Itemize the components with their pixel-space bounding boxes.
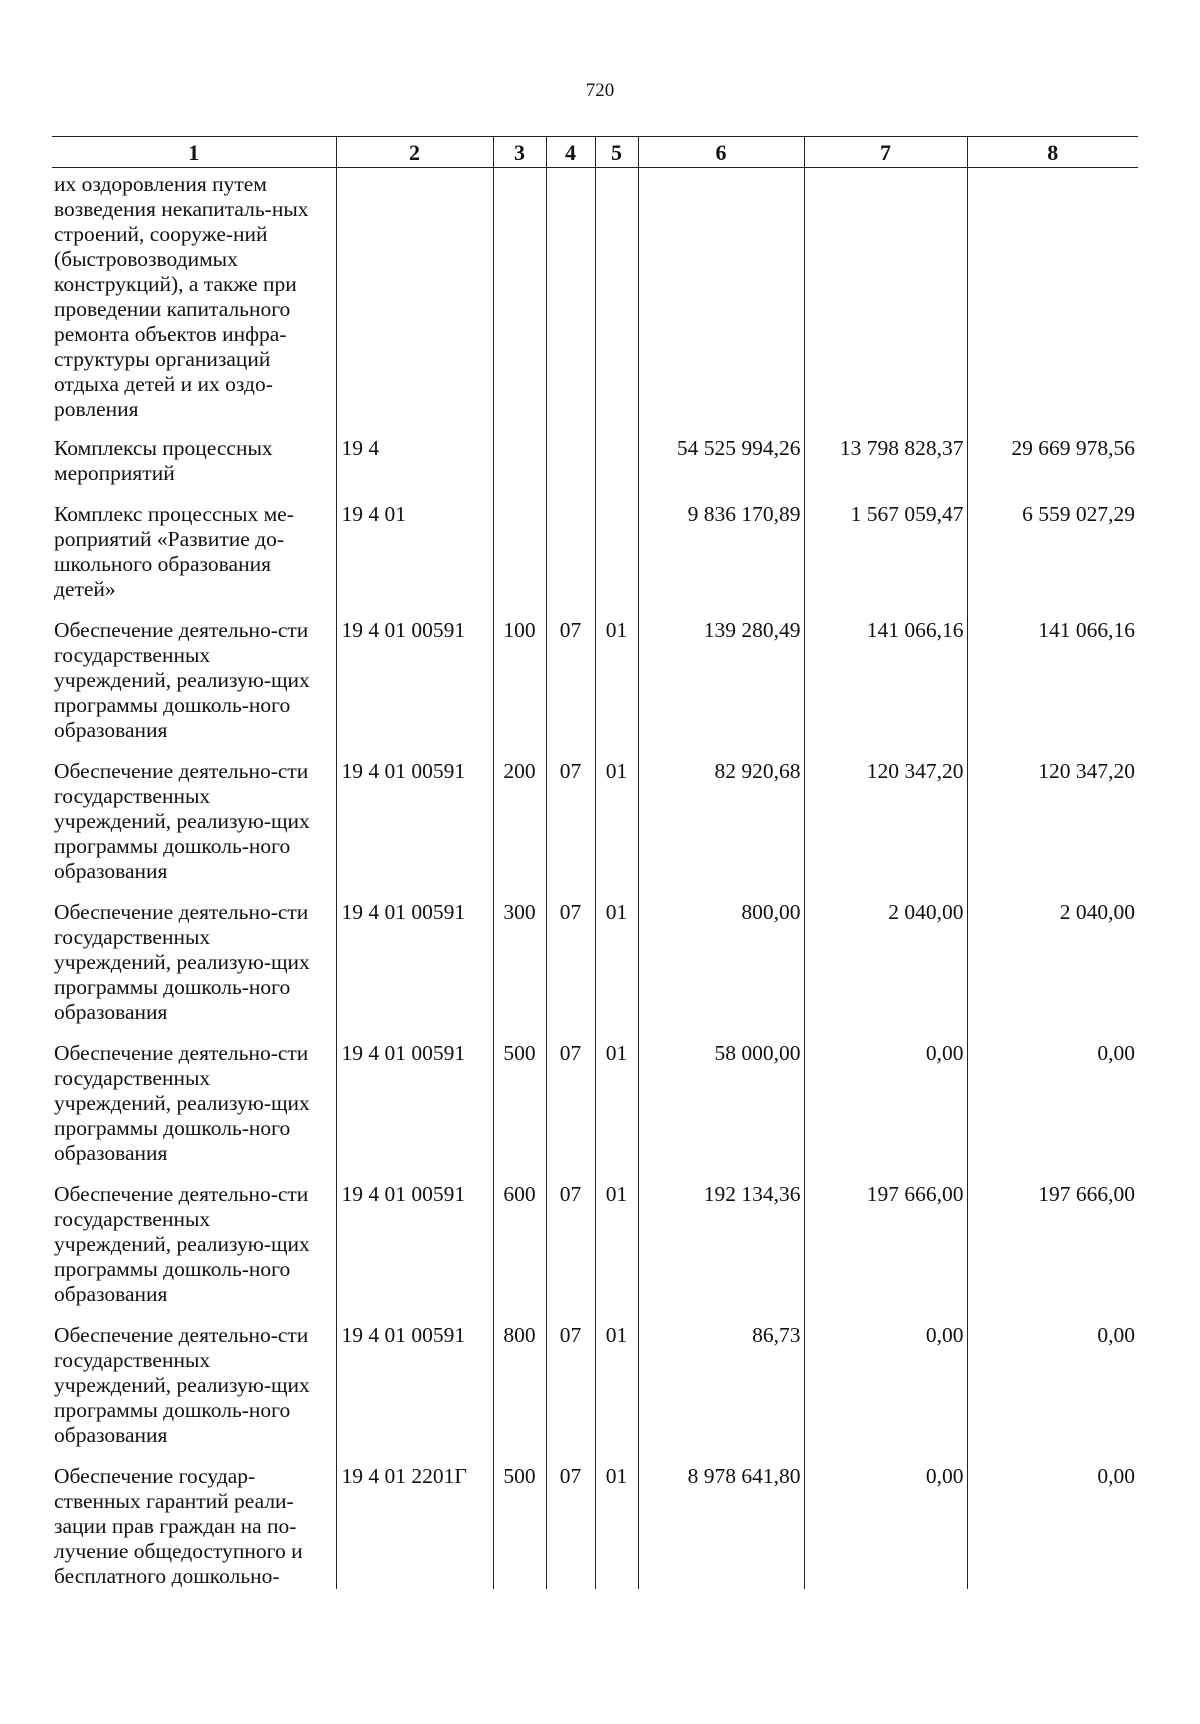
row-value-col8: 141 066,16 [967,618,1138,759]
row-value-col8: 120 347,20 [967,759,1138,900]
row-value-col7: 197 666,00 [804,1182,967,1323]
row-value-col6: 192 134,36 [638,1182,804,1323]
table-row [52,1041,1138,1182]
row-section [546,436,595,502]
row-value-col6: 139 280,49 [638,618,804,759]
row-value-col6: 8 978 641,80 [638,1464,804,1589]
row-code: 19 4 01 00591 [336,759,493,900]
row-subsection: 01 [595,618,638,759]
row-value-col6: 54 525 994,26 [638,436,804,502]
row-value-col8: 0,00 [967,1464,1138,1589]
row-value-col6: 9 836 170,89 [638,502,804,618]
table-row [52,436,1138,502]
row-value-col6: 800,00 [638,900,804,1041]
row-value-col7: 2 040,00 [804,900,967,1041]
row-value-col8: 0,00 [967,1323,1138,1464]
row-value-col6: 86,73 [638,1323,804,1464]
row-subsection: 01 [595,1323,638,1464]
row-value-col8: 197 666,00 [967,1182,1138,1323]
column-header: 4 [546,137,595,168]
row-subsection [595,436,638,502]
column-header: 6 [638,137,804,168]
row-value-col7: 120 347,20 [804,759,967,900]
row-name: Комплекс процессных ме-роприятий «Развитие до-школьного образования детей» [54,502,294,601]
row-name: Обеспечение государ-ственных гарантий реали-зации прав граждан на по-лучение общедоступного и бесплатного дошкольно- [54,1464,303,1588]
row-section: 07 [546,618,595,759]
row-type-code [493,168,546,437]
row-value-col7: 141 066,16 [804,618,967,759]
row-value-col7: 0,00 [804,1323,967,1464]
row-value-col7: 13 798 828,37 [804,436,967,502]
column-header: 3 [493,137,546,168]
row-type-code: 800 [493,1323,546,1464]
row-value-col8: 29 669 978,56 [967,436,1138,502]
row-name: Обеспечение деятельно-сти государственных учреждений, реализую-щих программы дошколь-ного образования [54,1323,310,1447]
row-code: 19 4 [336,436,493,502]
row-section: 07 [546,1182,595,1323]
table-row [52,1323,1138,1464]
row-name: их оздоровления путем возведения некапиталь-ных строений, сооруже-ний (быстровозводимых конструкций), а также при проведении капитального ремонта объектов инфра-структуры организаций отдыха детей и их оздо-ровления [54,172,309,421]
row-subsection [595,502,638,618]
page-number: 720 [585,80,615,101]
row-type-code: 600 [493,1182,546,1323]
row-section: 07 [546,1041,595,1182]
row-section: 07 [546,900,595,1041]
column-header: 2 [336,137,493,168]
column-header: 7 [804,137,967,168]
row-type-code: 500 [493,1041,546,1182]
row-subsection: 01 [595,1182,638,1323]
row-value-col7: 1 567 059,47 [804,502,967,618]
row-value-col7: 0,00 [804,1464,967,1589]
row-subsection: 01 [595,759,638,900]
row-type-code: 100 [493,618,546,759]
row-value-col8: 0,00 [967,1041,1138,1182]
row-subsection [595,168,638,437]
row-type-code [493,436,546,502]
row-type-code: 500 [493,1464,546,1589]
row-section: 07 [546,1323,595,1464]
row-code: 19 4 01 [336,502,493,618]
column-header: 5 [595,137,638,168]
row-value-col6: 58 000,00 [638,1041,804,1182]
column-header: 8 [967,137,1138,168]
table-row [52,502,1138,618]
column-header: 1 [52,137,336,168]
row-code: 19 4 01 00591 [336,1323,493,1464]
row-type-code [493,502,546,618]
row-code [336,168,493,437]
row-code: 19 4 01 00591 [336,900,493,1041]
row-value-col8 [967,168,1138,437]
row-name: Обеспечение деятельно-сти государственных учреждений, реализую-щих программы дошколь-ного образования [54,618,310,742]
table-row [52,618,1138,759]
row-name: Обеспечение деятельно-сти государственных учреждений, реализую-щих программы дошколь-ного образования [54,1182,310,1306]
row-name: Комплексы процессных мероприятий [54,436,273,485]
row-subsection: 01 [595,900,638,1041]
table-row [52,1464,1138,1589]
header-row [52,137,1138,168]
row-code: 19 4 01 00591 [336,1041,493,1182]
table-row [52,900,1138,1041]
row-code: 19 4 01 00591 [336,618,493,759]
row-value-col8: 2 040,00 [967,900,1138,1041]
row-value-col6 [638,168,804,437]
table-row [52,1182,1138,1323]
row-subsection: 01 [595,1464,638,1589]
row-code: 19 4 01 00591 [336,1182,493,1323]
row-name: Обеспечение деятельно-сти государственных учреждений, реализую-щих программы дошколь-ного образования [54,1041,310,1165]
row-section [546,168,595,437]
row-section: 07 [546,1464,595,1589]
row-value-col7: 0,00 [804,1041,967,1182]
row-value-col6: 82 920,68 [638,759,804,900]
row-type-code: 300 [493,900,546,1041]
row-section [546,502,595,618]
row-name: Обеспечение деятельно-сти государственных учреждений, реализую-щих программы дошколь-ного образования [54,759,310,883]
table-row [52,759,1138,900]
budget-table [52,136,1138,1589]
row-name: Обеспечение деятельно-сти государственных учреждений, реализую-щих программы дошколь-ного образования [54,900,310,1024]
row-code: 19 4 01 2201Г [336,1464,493,1589]
row-section: 07 [546,759,595,900]
table-row [52,168,1138,437]
row-subsection: 01 [595,1041,638,1182]
row-type-code: 200 [493,759,546,900]
row-value-col7 [804,168,967,437]
row-value-col8: 6 559 027,29 [967,502,1138,618]
